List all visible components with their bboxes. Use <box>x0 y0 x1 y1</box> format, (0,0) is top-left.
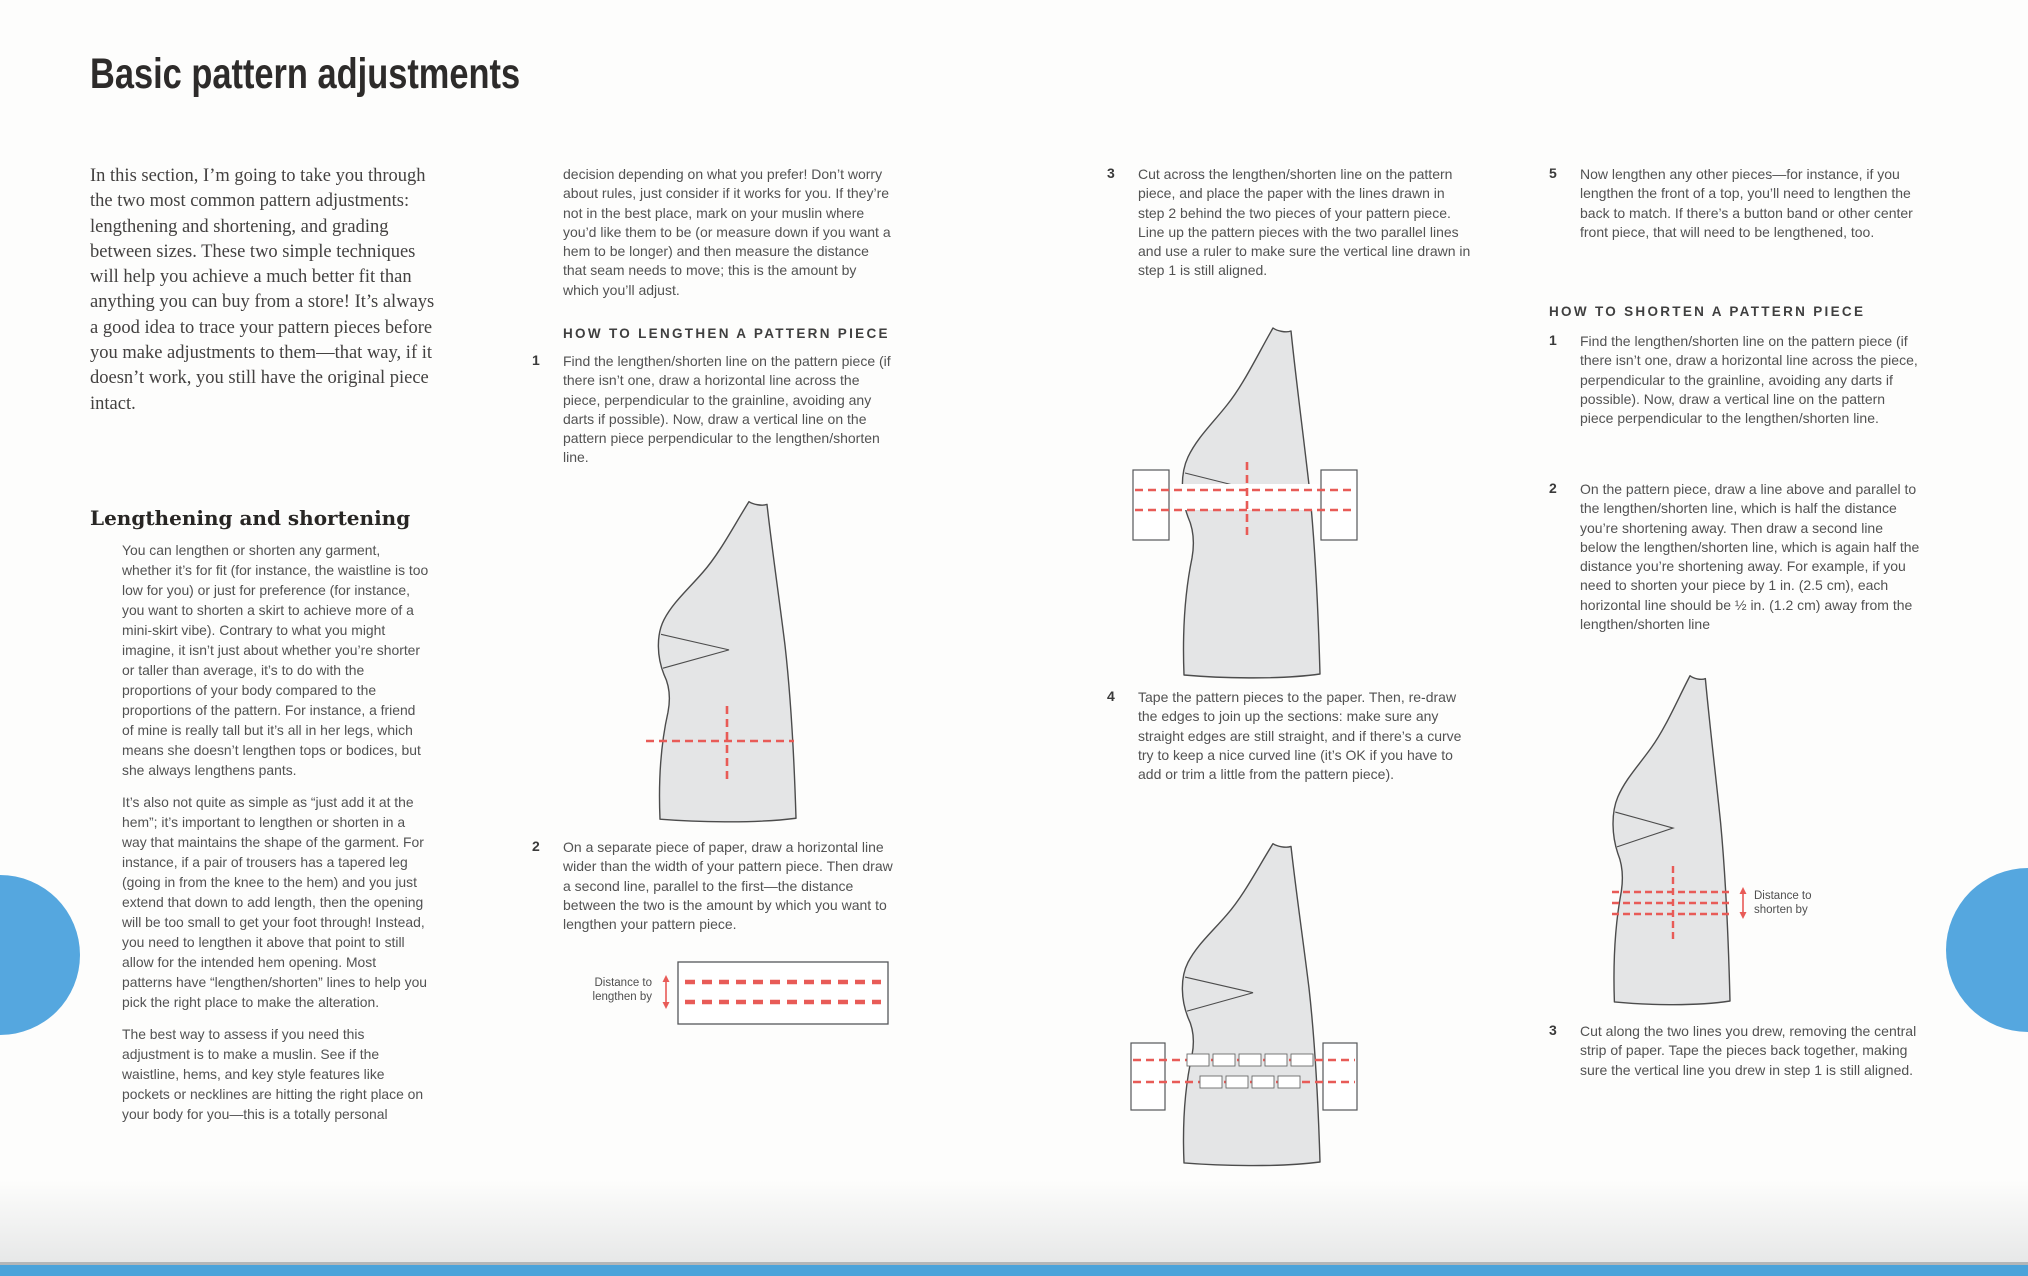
step-text: Tape the pattern pieces to the paper. Then, re-draw the edges to join up the sections: make sure any straight edges are still straight, and if there’s a curve try to keep a nice curved line (it’s OK if you have to add or trim a little from the pattern piece). <box>1138 689 1462 783</box>
step-number: 3 <box>1549 1022 1557 1038</box>
paper-tab-left <box>1131 1043 1165 1110</box>
step-number: 2 <box>1549 480 1557 496</box>
diagram-label-line1: Distance to <box>594 977 652 989</box>
lengthen-step-2 <box>532 838 895 934</box>
step-text: Find the lengthen/shorten line on the pattern piece (if there isn’t one, draw a horizontal line across the piece, perpendicular to the grainline, avoiding any darts if possible). Now, draw a vertical line on the pattern piece perpendicular to the lengthen/shorten line. <box>563 353 891 466</box>
lengthen-step-3 <box>1107 165 1472 281</box>
paper-rectangle <box>678 962 888 1024</box>
paragraph: It’s also not quite as simple as “just add it at the hem”; it’s important to lengthen or shorten in a way that maintains the shape of the garment. For instance, if a pair of trousers has a tapered leg (going in from the knee to the hem) and you just extend that down to add length, then the opening will be too small to get your foot through! Instead, you need to lengthen it above that point to still allow for the intended hem opening. Most patterns have “lengthen/shorten” lines to help you pick the right place to make the alteration. <box>122 794 428 1010</box>
bodice-diagram-lengthen-line <box>628 496 813 826</box>
intro-paragraph: In this section, I’m going to take you through the two most common pattern adjustments: lengthening and shortening, and grading between sizes. These two simple techniques will help you achieve a much better fit than anything you can buy from a store! It’s always a good idea to trace your pattern pieces before you make adjustments to them—that way, if it doesn’t work, you still have the original piece intact. <box>90 166 435 414</box>
bodice-diagram-shorten <box>1580 670 1940 1010</box>
distance-arrow <box>1740 887 1747 919</box>
distance-arrow <box>663 975 670 1009</box>
column2-continuation-paragraph: decision depending on what you prefer! Don’t worry about rules, just consider if it works for you. If they’re not in the best place, mark on your muslin where you’d like them to be (or measure down if you want a hem to be longer) and then measure the distance that seam needs to move; this is the amount by which you’ll adjust. <box>563 166 891 298</box>
paper-tab-right <box>1321 470 1357 540</box>
diagram-label-line2: shorten by <box>1754 904 1808 916</box>
how-to-shorten-heading: HOW TO SHORTEN A PATTERN PIECE <box>1549 304 1866 319</box>
lengthen-step-4 <box>1107 688 1472 784</box>
page-title: Basic pattern adjustments <box>90 50 521 98</box>
diagram-label-line1: Distance to <box>1754 890 1812 902</box>
step-text: Now lengthen any other pieces—for instance, if you lengthen the front of a top, you’ll need to lengthen the back to match. If there’s a button band or other center front piece, that will need to be lengthened, too. <box>1580 166 1913 240</box>
step-number: 1 <box>1549 332 1557 348</box>
shorten-step-2 <box>1549 480 1922 634</box>
step-text: Cut across the lengthen/shorten line on the pattern piece, and place the paper with the lines drawn in step 2 behind the two pieces of your pattern piece. Line up the pattern pieces with the two parallel lines and use a ruler to make sure the vertical line drawn in step 1 is still aligned. <box>1138 166 1471 279</box>
paper-tab-left <box>1133 470 1169 540</box>
paper-tab-right <box>1323 1043 1357 1110</box>
bodice-diagram-cut <box>1125 322 1365 687</box>
right-edge-blue-circle <box>1946 868 2028 1032</box>
step-text: On a separate piece of paper, draw a horizontal line wider than the width of your pattern piece. Then draw a second line, parallel to the first—the distance between the two is the amount by which you want to lengthen your pattern piece. <box>563 839 893 933</box>
how-to-lengthen-heading: HOW TO LENGTHEN A PATTERN PIECE <box>563 326 890 341</box>
step-text: On the pattern piece, draw a line above and parallel to the lengthen/shorten line, which is half the distance you’re shortening away. Then draw a second line below the lengthen/shorten line, which is again half the distance you’re shortening away. For example, if you need to shorten your piece by 1 in. (2.5 cm), each horizontal line should be ½ in. (1.2 cm) away from the lengthen/shorten line <box>1580 481 1920 633</box>
diagram-label-line2: lengthen by <box>592 991 652 1003</box>
bodice-diagram-taped <box>1125 838 1365 1168</box>
step-number: 5 <box>1549 165 1557 181</box>
lengthen-step-1 <box>532 352 893 468</box>
shorten-step-1 <box>1549 332 1922 428</box>
paragraph: The best way to assess if you need this adjustment is to make a muslin. See if the waistline, hems, and key style features like pockets or necklines are hitting the right place on your body for you—this is a totally personal <box>122 1026 424 1122</box>
left-edge-blue-circle <box>0 875 80 1035</box>
paper-lines-diagram <box>575 953 895 1033</box>
column1-paragraphs <box>122 540 430 1136</box>
step-text: Cut along the two lines you drew, removing the central strip of paper. Tape the pieces back together, making sure the vertical line you drew in step 1 is still aligned. <box>1580 1023 1917 1078</box>
shorten-step-3 <box>1549 1022 1922 1080</box>
step-number: 1 <box>532 352 540 368</box>
step-number: 2 <box>532 838 540 854</box>
step-number: 3 <box>1107 165 1115 181</box>
next-page-blue-strip <box>0 1265 2028 1276</box>
section-heading: Lengthening and shortening <box>90 506 411 530</box>
page-bottom-shadow <box>0 1180 2028 1262</box>
lengthen-step-5 <box>1549 165 1922 242</box>
step-number: 4 <box>1107 688 1115 704</box>
paragraph: You can lengthen or shorten any garment, whether it’s for fit (for instance, the waistline is too low for you) or just for preference (for instance, you want to shorten a skirt to achieve more of a mini-skirt vibe). Contrary to what you might imagine, it isn’t just about whether you’re shorter or taller than average, it’s to do with the proportions of your body compared to the proportions of the pattern. For instance, a friend of mine is really tall but it’s all in her legs, which means she doesn’t lengthen tops or bodices, but she always lengthens pants. <box>122 542 429 778</box>
step-text: Find the lengthen/shorten line on the pattern piece (if there isn’t one, draw a horizontal line across the piece, perpendicular to the grainline, avoiding any darts if possible). Now, draw a vertical line on the pattern piece perpendicular to the lengthen/shorten line. <box>1580 333 1918 427</box>
